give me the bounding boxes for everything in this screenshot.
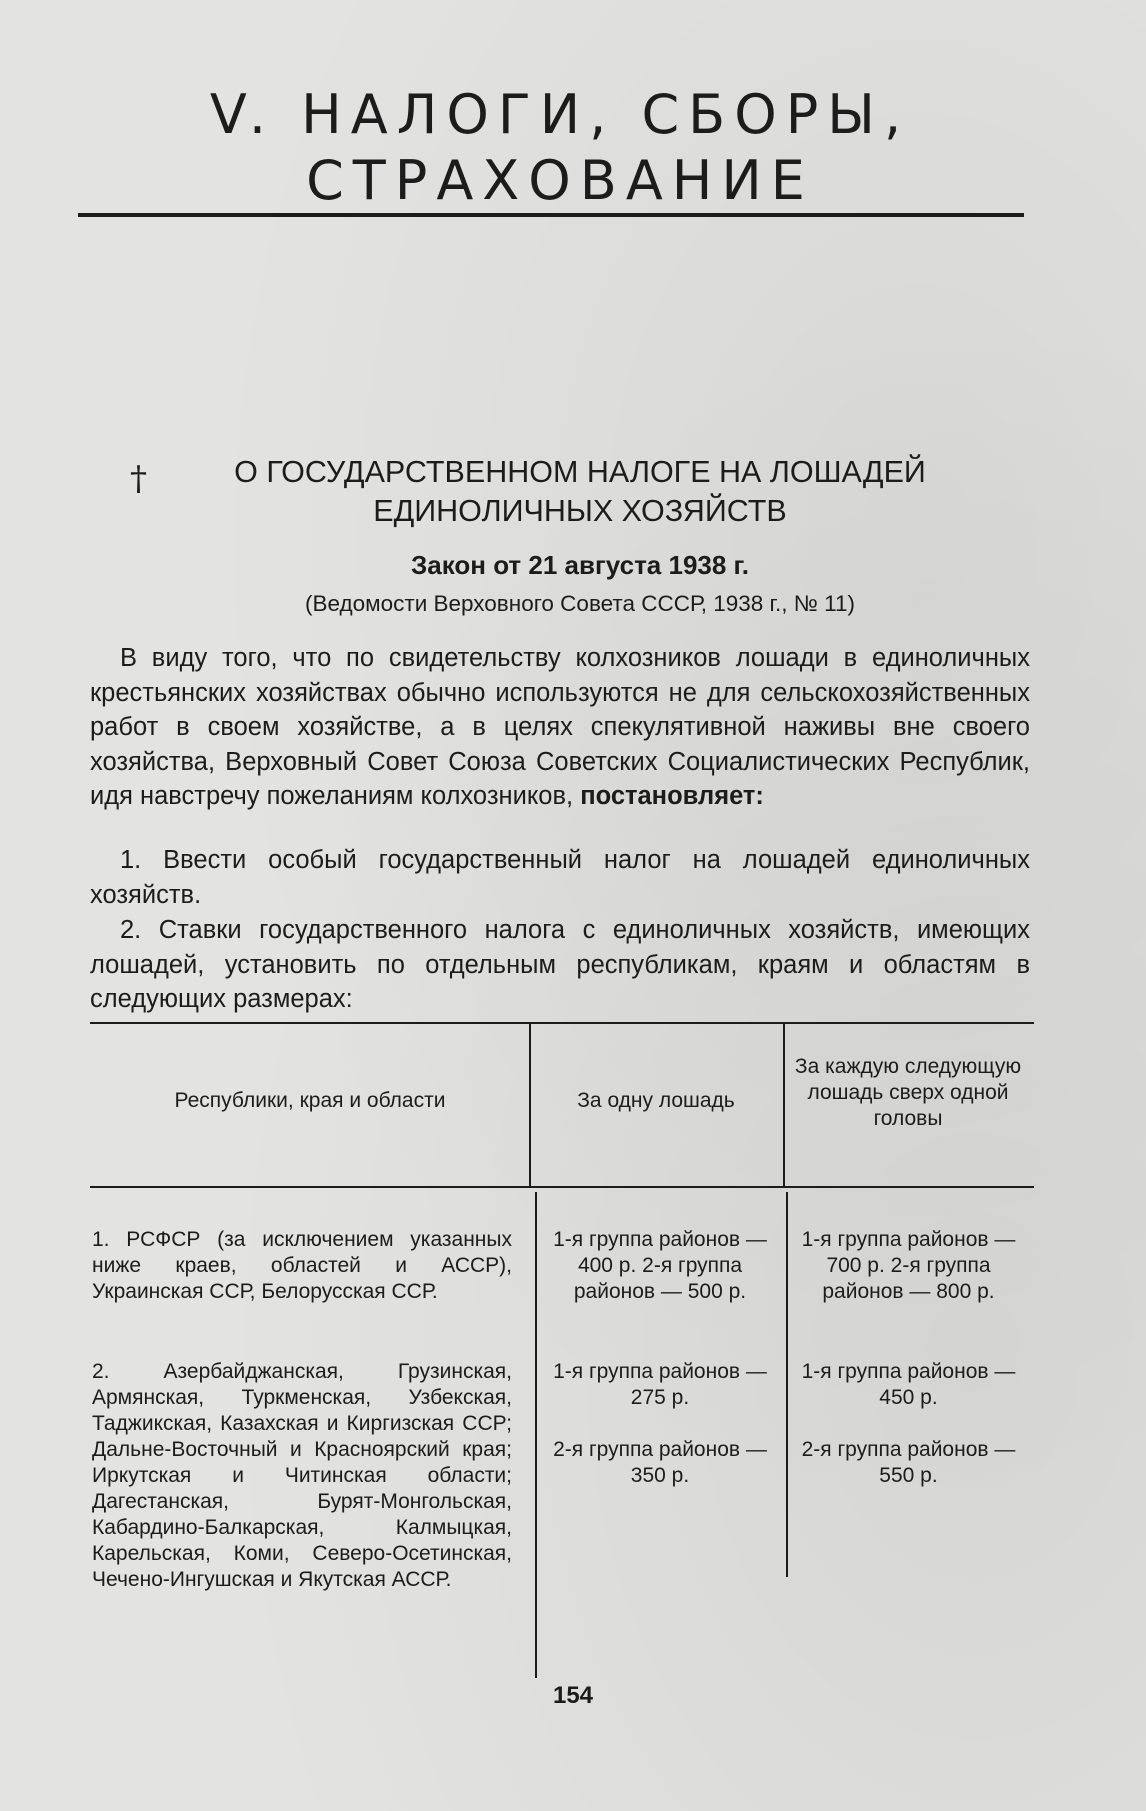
preamble-text: В виду того, что по свидетельству колхозников лошади в единоличных крестьянских хозяйствах обычно используются не для сельскохозяйственных работ в своем хозяйстве, а в целях спекулятивной наживы вне своего хозяйства, Верховный Совет Союза Советских Социалистических Республик, идя навстречу пожеланиям колхозников, [90,644,1030,810]
law-title-line-1: О ГОСУДАРСТВЕННОМ НАЛОГЕ НА ЛОШАДЕЙ [234,455,926,489]
preamble-bold: постановляет: [580,782,764,810]
rate-cell: 1-я группа районов — 400 р. 2-я группа районов — 500 р. [553,1228,767,1303]
section-title-line-1: V. НАЛОГИ, СБОРЫ, [209,83,911,146]
law-title [150,453,1010,531]
item-2-paragraph: 2. Ставки государственного налога с единоличных хозяйств, имеющих лошадей, установить по отдельным республикам, краям и областям в следующих размерах: [90,916,1030,1013]
table-row-2-each-next [786,1359,1031,1489]
table-header-rule [90,1186,1034,1188]
table-header-regions: Республики, края и области [174,1089,446,1112]
rate-cell: 1-я группа районов — 700 р. 2-я группа районов — 800 р. [801,1228,1016,1303]
law-source: (Ведомости Верховного Совета СССР, 1938 г., № 11) [305,591,855,616]
margin-mark: † [130,459,147,499]
table-top-rule [90,1022,1034,1024]
table-row-1-region: 1. РСФСР (за исключением указанных ниже краев, областей и АССР), Украинская ССР, Белорусская ССР. [92,1228,512,1303]
law-title-line-2: ЕДИНОЛИЧНЫХ ХОЗЯЙСТВ [373,494,787,528]
rate-cell: 1-я группа районов — 275 р. [553,1360,767,1409]
table-header-one-horse: За одну лошадь [577,1089,735,1112]
section-title-line-2: СТРАХОВАНИЕ [306,149,814,212]
table-row-2-one-horse [535,1359,785,1489]
preamble-paragraph [90,641,1030,814]
table-header-each-next: За каждую следующую лошадь сверх одной головы [794,1055,1022,1130]
law-date: Закон от 21 августа 1938 г. [410,550,750,580]
table-row-1-each-next [786,1227,1031,1305]
rate-cell: 2-я группа районов — 550 р. [801,1438,1016,1487]
rate-cell: 1-я группа районов — 450 р. [801,1360,1016,1409]
section-divider [78,213,1024,217]
rate-cell: 2-я группа районов — 350 р. [553,1438,767,1487]
item-1-paragraph: 1. Ввести особый государственный налог на лошадей единоличных хозяйств. [90,846,1030,909]
section-title [90,82,1030,214]
table-row-2-region: 2. Азербайджанская, Грузинская, Армянская, Туркменская, Узбекская, Таджикская, Казахская и Киргизская ССР; Дальне-Восточный и Красноярский края; Иркутская и Читинская области; Дагестанская, Бурят-Монгольская, Кабардино-Балкарская, Калмыцкая, Карельская, Коми, Северо-Осетинская, Чечено-Ингушская и Якутская АССР. [92,1360,512,1591]
table-row-1-one-horse [535,1227,785,1305]
page-number: 154 [552,1682,594,1709]
